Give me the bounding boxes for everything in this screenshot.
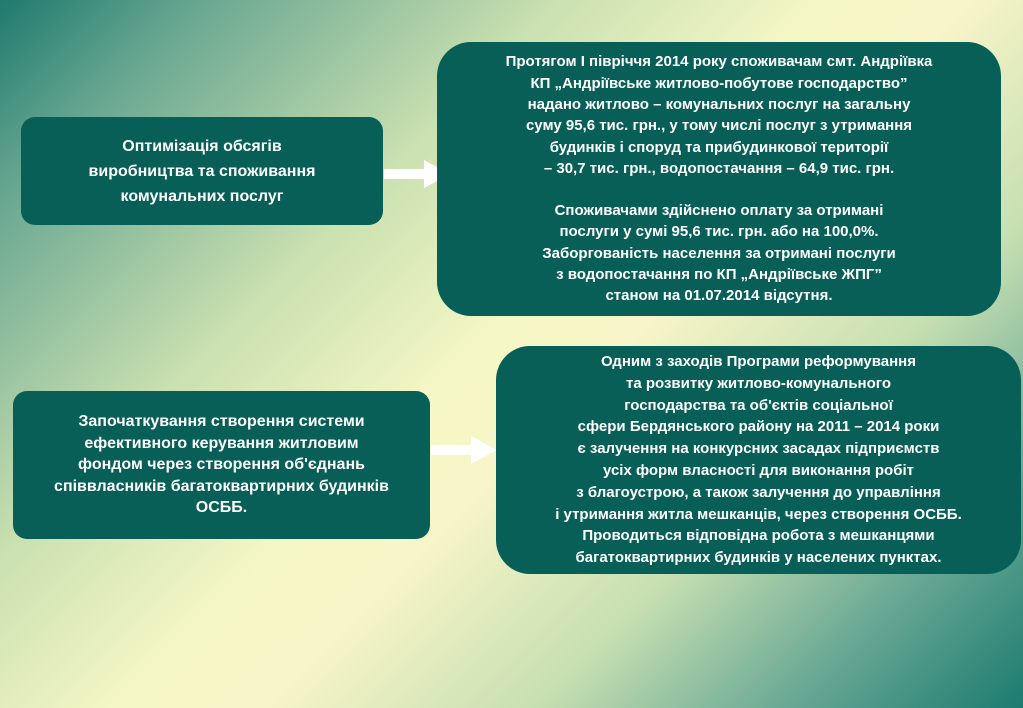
- box-optimization-text: Оптимізація обсягів виробництва та споживання комунальних послуг: [88, 137, 316, 205]
- box-reform-program: [496, 346, 1021, 574]
- box-hoa-creation-text: Започаткування створення системи ефективного керування житловим фондом через створення об'єднань співвласників багатоквартирних будинків ОСББ.: [54, 413, 389, 517]
- box-services-report: [437, 42, 1001, 316]
- box-reform-program-text: Одним з заходів Програми реформування та розвитку житлово-комунального господарства та об'єктів соціальної сфери Бердянського району на 2011 – 2014 роки є залучення на конкурсних засадах підприємств усіх форм власності для виконання робіт з благоустрою, а також залучення до управління і утримання житла мешканців, через створення ОСББ. Проводиться відповідна робота з мешканцями багатоквартирних будинків у населених пунктах.: [555, 353, 962, 567]
- box-optimization: [21, 117, 383, 225]
- arrow-right-icon: [431, 436, 497, 464]
- services-report-paragraph-1: Протягом І півріччя 2014 року споживачам смт. Андріївка КП „Андріївське житлово-побутове господарство” надано житлово – комунальних послуг на загальну суму 95,6 тис. грн., у тому числі послуг з утримання будинків і споруд та прибудинкової території – 30,7 тис. грн., водопостачання – 64,9 тис. грн.: [505, 53, 933, 177]
- services-report-paragraph-2: Споживачами здійснено оплату за отримані послуги у сумі 95,6 тис. грн. або на 100,0%. Заборгованість населення за отримані послуги з водопостачання по КП „Андріївське ЖПГ” станом на 01.07.2014 відсутня.: [542, 202, 896, 305]
- box-hoa-creation: [13, 391, 430, 539]
